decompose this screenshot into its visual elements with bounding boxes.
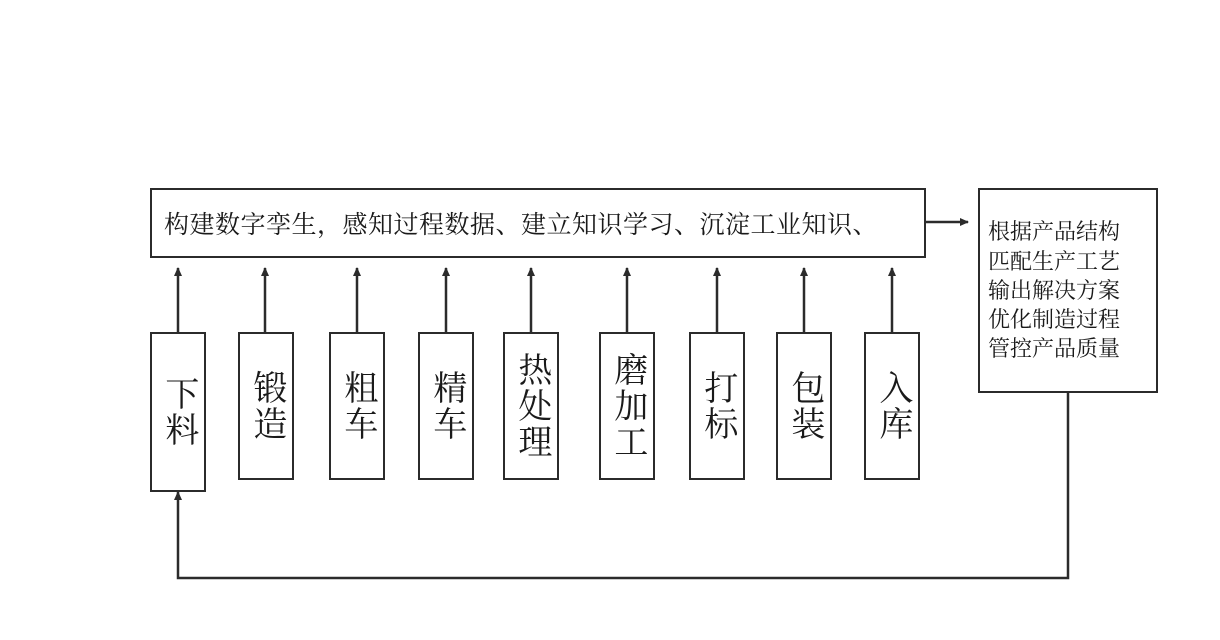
process-step-baozhuang: 包装 xyxy=(776,332,832,480)
process-step-mojiagong: 磨加工 xyxy=(599,332,655,480)
process-step-cuche: 粗车 xyxy=(329,332,385,480)
solution-description-box xyxy=(978,188,1158,393)
process-step-rechuli: 热处理 xyxy=(503,332,559,480)
digital-twin-banner xyxy=(150,188,926,258)
digital-twin-banner-text: 构建数字孪生，感知过程数据、建立知识学习、沉淀工业知识、 xyxy=(164,211,879,239)
solution-line-1: 根据产品结构 xyxy=(988,219,1121,245)
process-step-duanzao: 锻造 xyxy=(238,332,294,480)
solution-line-2: 匹配生产工艺 xyxy=(988,248,1121,274)
process-step-jingche: 精车 xyxy=(418,332,474,480)
solution-line-4: 优化制造过程 xyxy=(988,307,1121,333)
solution-line-5: 管控产品质量 xyxy=(988,336,1121,362)
process-step-ruku: 入库 xyxy=(864,332,920,480)
solution-line-3: 输出解决方案 xyxy=(988,277,1121,303)
process-step-dabiao: 打标 xyxy=(689,332,745,480)
process-step-xialiao: 下料 xyxy=(150,332,206,492)
